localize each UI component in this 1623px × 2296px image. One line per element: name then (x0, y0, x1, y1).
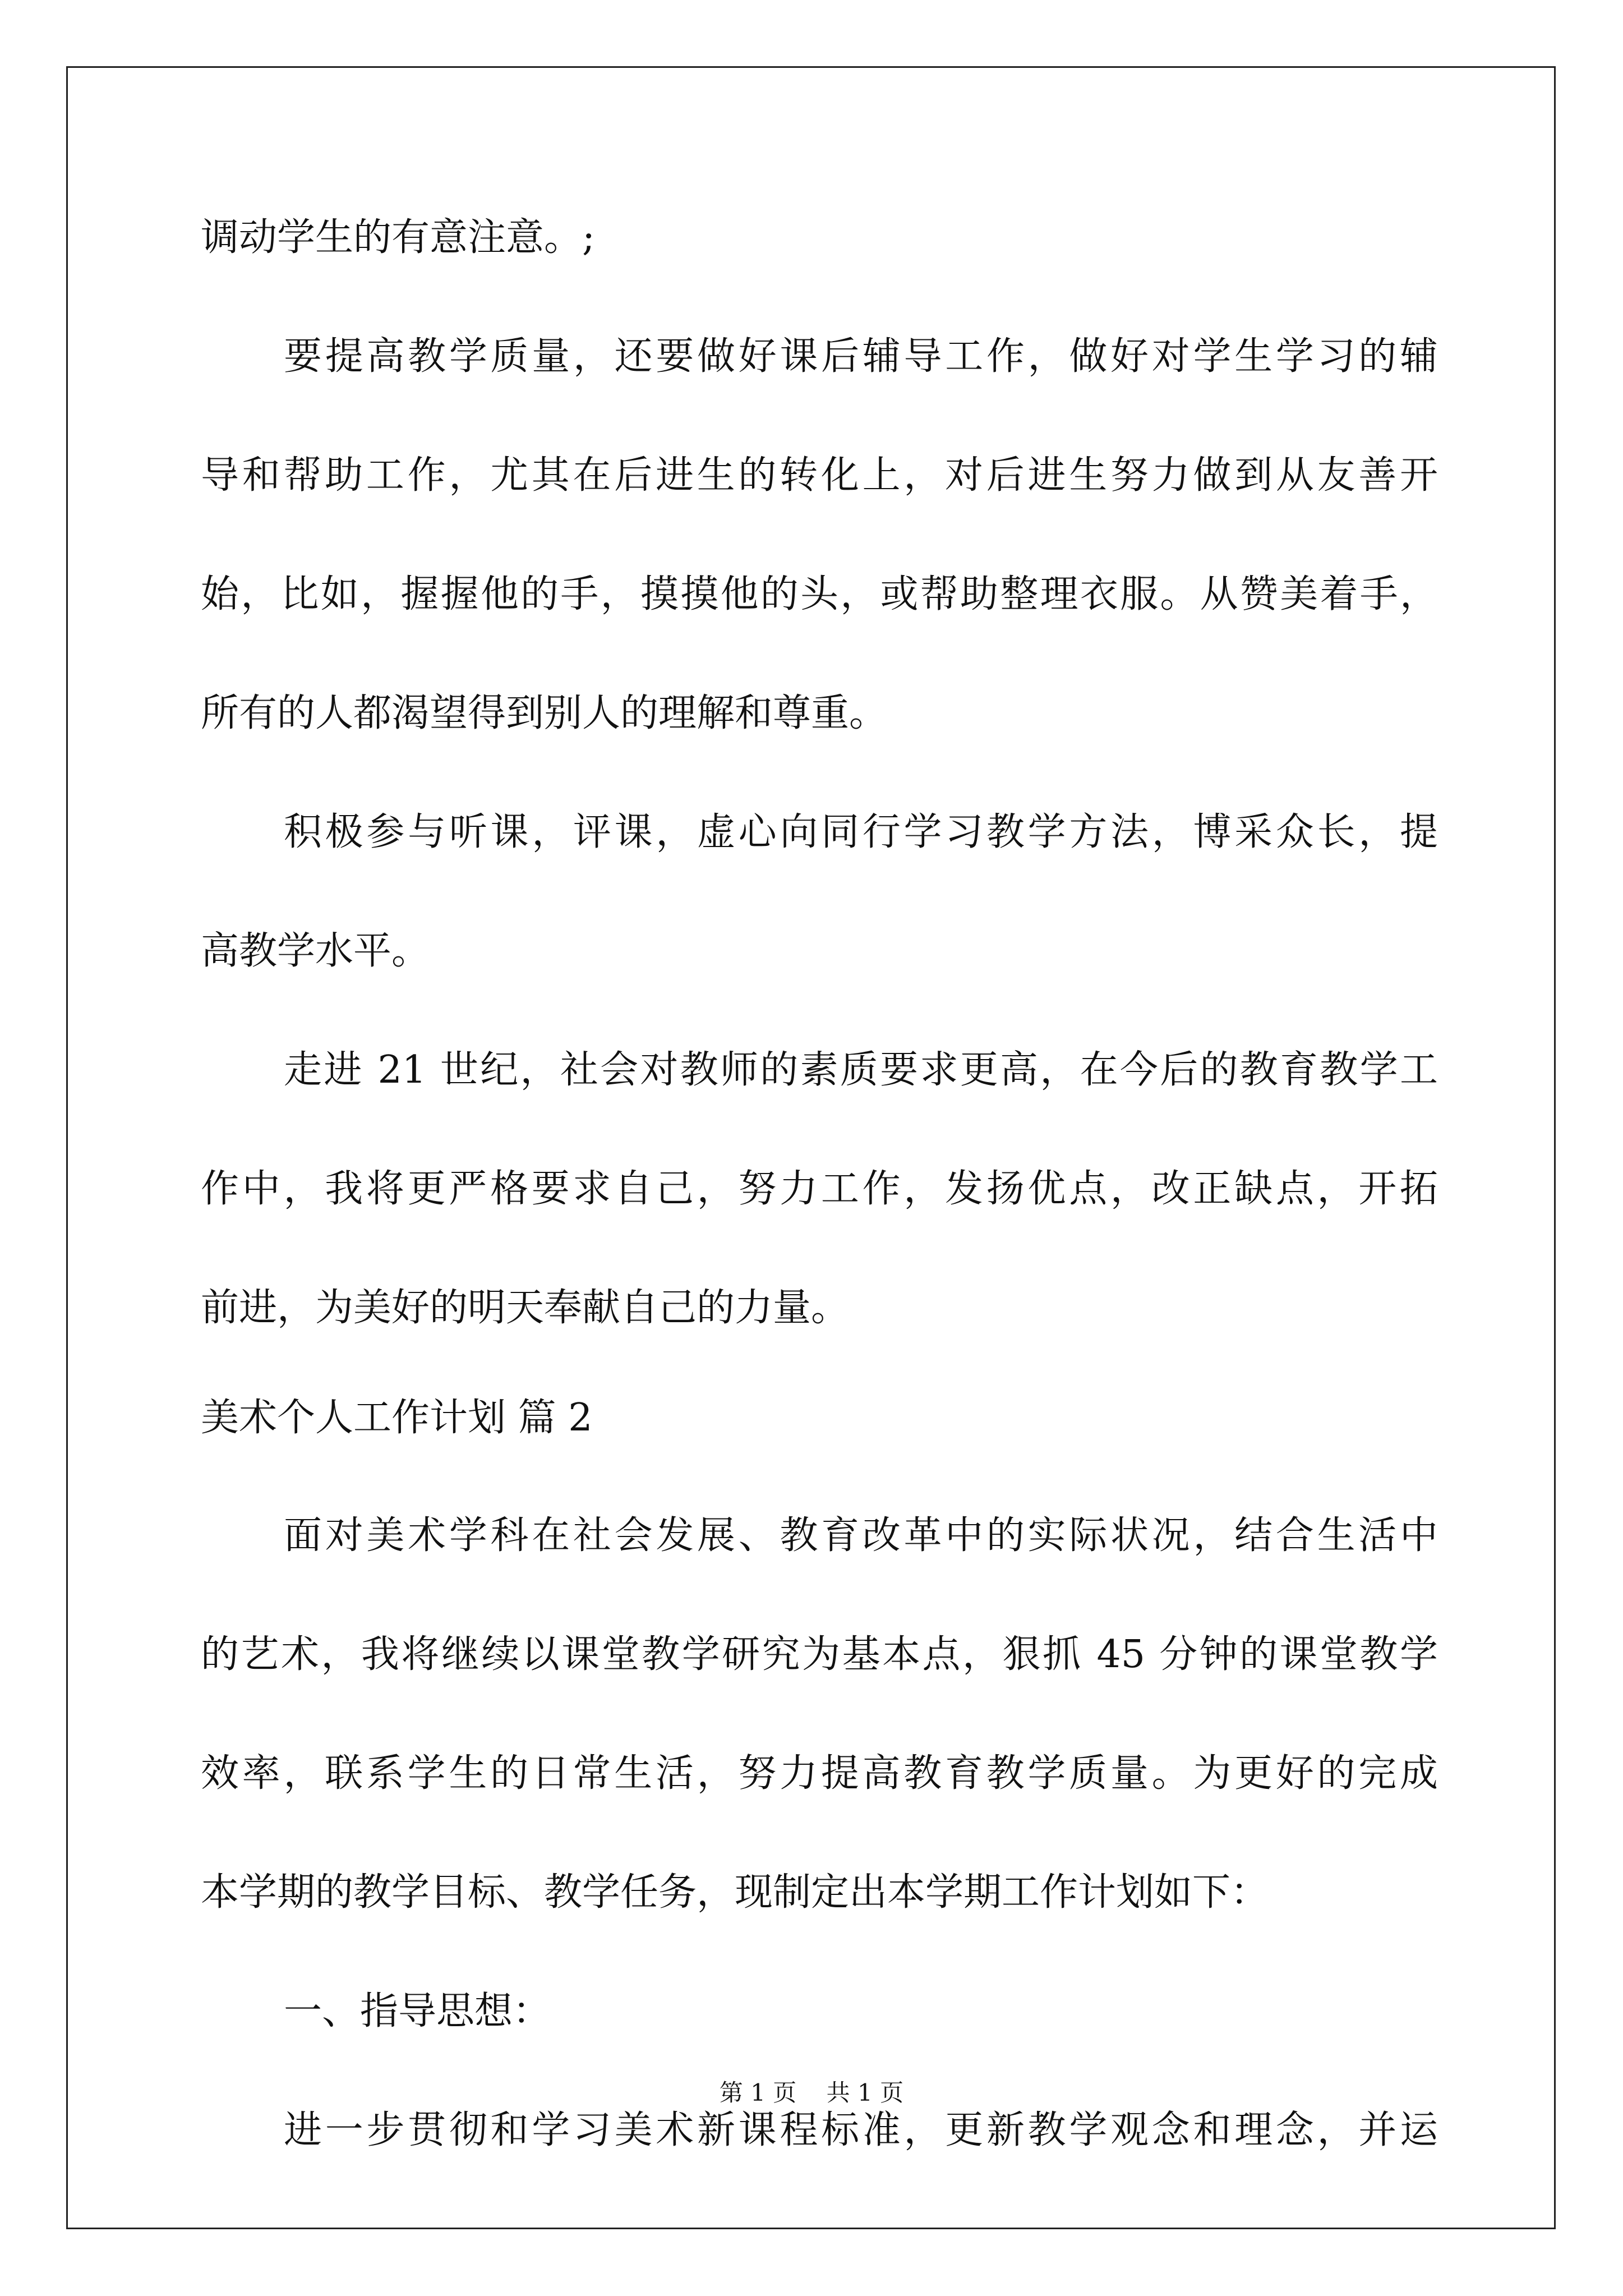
text-line: 导和帮助工作，尤其在后进生的转化上，对后进生努力做到从友善开 (201, 453, 1438, 498)
paragraph-start-line: 走进 21 世纪，社会对教师的素质要求更高，在今后的教育教学工 (284, 1048, 1438, 1092)
paragraph-start-line: 进一步贯彻和学习美术新课程标准，更新教学观念和理念，并运 (284, 2108, 1438, 2152)
text-line: 前进，为美好的明天奉献自己的力量。 (201, 1286, 850, 1330)
text-line: 调动学生的有意注意。; (201, 215, 595, 260)
text-line: 所有的人都渴望得到别人的理解和尊重。 (201, 691, 888, 735)
paragraph-start-line: 要提高教学质量，还要做好课后辅导工作，做好对学生学习的辅 (284, 334, 1438, 379)
section-heading: 美术个人工作计划 篇 2 (201, 1396, 593, 1440)
text-line: 作中，我将更严格要求自己，努力工作，发扬优点，改正缺点，开拓 (201, 1167, 1438, 1211)
text-line: 高教学水平。 (201, 929, 430, 973)
page-footer (0, 2081, 1623, 2105)
text-line: 的艺术，我将继续以课堂教学研究为基本点，狠抓 45 分钟的课堂教学 (201, 1632, 1438, 1677)
page-number: 第 1 页 (719, 2079, 797, 2106)
text-line: 始，比如，握握他的手，摸摸他的头，或帮助整理衣服。从赞美着手， (201, 572, 1438, 616)
text-line: 本学期的教学目标、教学任务，现制定出本学期工作计划如下： (201, 1870, 1269, 1915)
paragraph-start-line: 面对美术学科在社会发展、教育改革中的实际状况，结合生活中 (284, 1513, 1438, 1558)
page-total: 共 1 页 (826, 2079, 904, 2106)
text-line: 效率，联系学生的日常生活，努力提高教育教学质量。为更好的完成 (201, 1751, 1438, 1796)
paragraph-start-line: 积极参与听课，评课，虚心向同行学习教学方法，博采众长，提 (284, 810, 1438, 854)
subsection-heading: 一、指导思想： (284, 1989, 551, 2033)
